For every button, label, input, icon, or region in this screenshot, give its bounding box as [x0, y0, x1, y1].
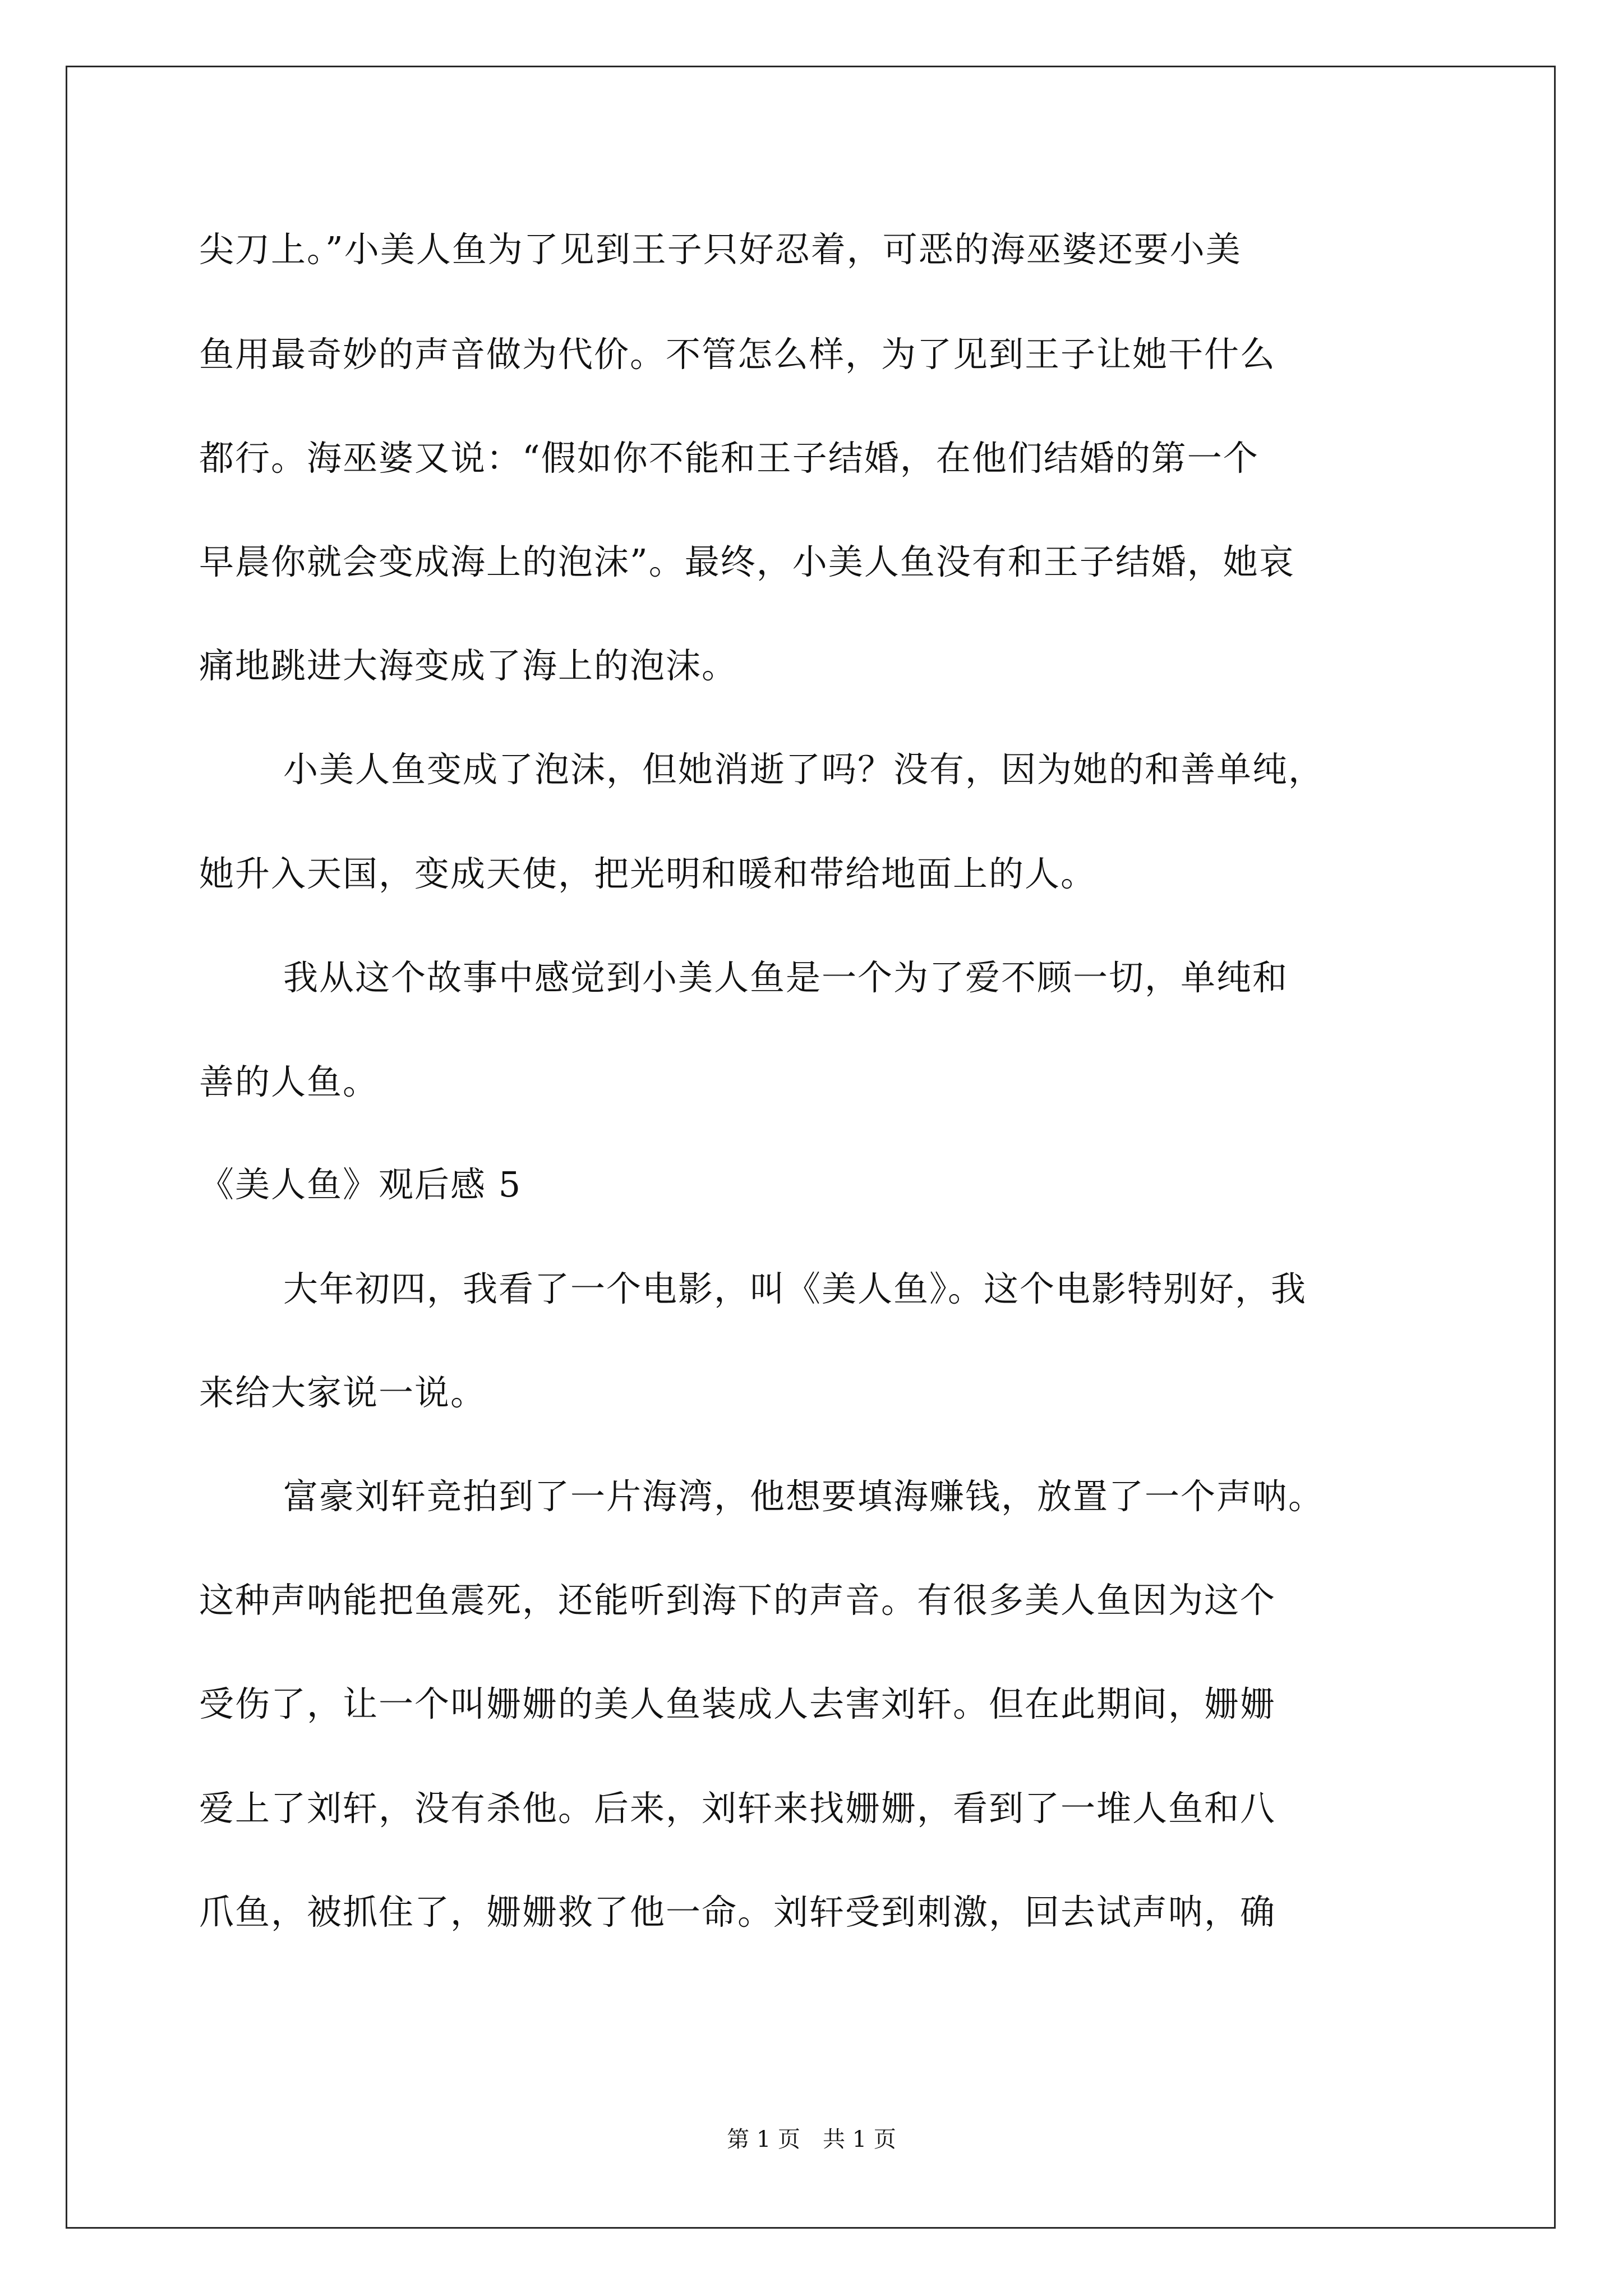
- paragraph-line: 鱼用最奇妙的声音做为代价。不管怎么样，为了见到王子让她干什么: [199, 334, 1276, 375]
- paragraph-line: 富豪刘轩竞拍到了一片海湾，他想要填海赚钱，放置了一个声呐。: [283, 1476, 1325, 1517]
- paragraph-line: 善的人鱼。: [199, 1061, 379, 1102]
- paragraph-line: 受伤了，让一个叫姗姗的美人鱼装成人去害刘轩。但在此期间，姗姗: [199, 1683, 1276, 1724]
- paragraph-line: 我从这个故事中感觉到小美人鱼是一个为了爱不顾一切，单纯和: [283, 957, 1289, 998]
- paragraph-line: 小美人鱼变成了泡沫，但她消逝了吗？没有，因为她的和善单纯，: [283, 749, 1325, 790]
- paragraph-line: 痛地跳进大海变成了海上的泡沫。: [199, 645, 738, 686]
- paragraph-line: 来给大家说一说。: [199, 1372, 487, 1413]
- page-number-footer: 第 1 页 共 1 页: [727, 2127, 896, 2152]
- paragraph-line: 尖刀上。”小美人鱼为了见到王子只好忍着，可恶的海巫婆还要小美: [199, 229, 1242, 270]
- paragraph-line: 这种声呐能把鱼震死，还能听到海下的声音。有很多美人鱼因为这个: [199, 1580, 1276, 1621]
- paragraph-line: 都行。海巫婆又说：“假如你不能和王子结婚，在他们结婚的第一个: [199, 438, 1259, 478]
- paragraph-line: 爪鱼，被抓住了，姗姗救了他一命。刘轩受到刺激，回去试声呐，确: [199, 1892, 1276, 1932]
- paragraph-line: 她升入天国，变成天使，把光明和暖和带给地面上的人。: [199, 853, 1097, 894]
- paragraph-line: 大年初四，我看了一个电影，叫《美人鱼》。这个电影特别好，我: [283, 1268, 1307, 1309]
- section-heading: 《美人鱼》观后感 5: [199, 1164, 522, 1205]
- paragraph-line: 早晨你就会变成海上的泡沫”。最终，小美人鱼没有和王子结婚，她哀: [199, 541, 1295, 582]
- paragraph-line: 爱上了刘轩，没有杀他。后来，刘轩来找姗姗，看到了一堆人鱼和八: [199, 1788, 1276, 1829]
